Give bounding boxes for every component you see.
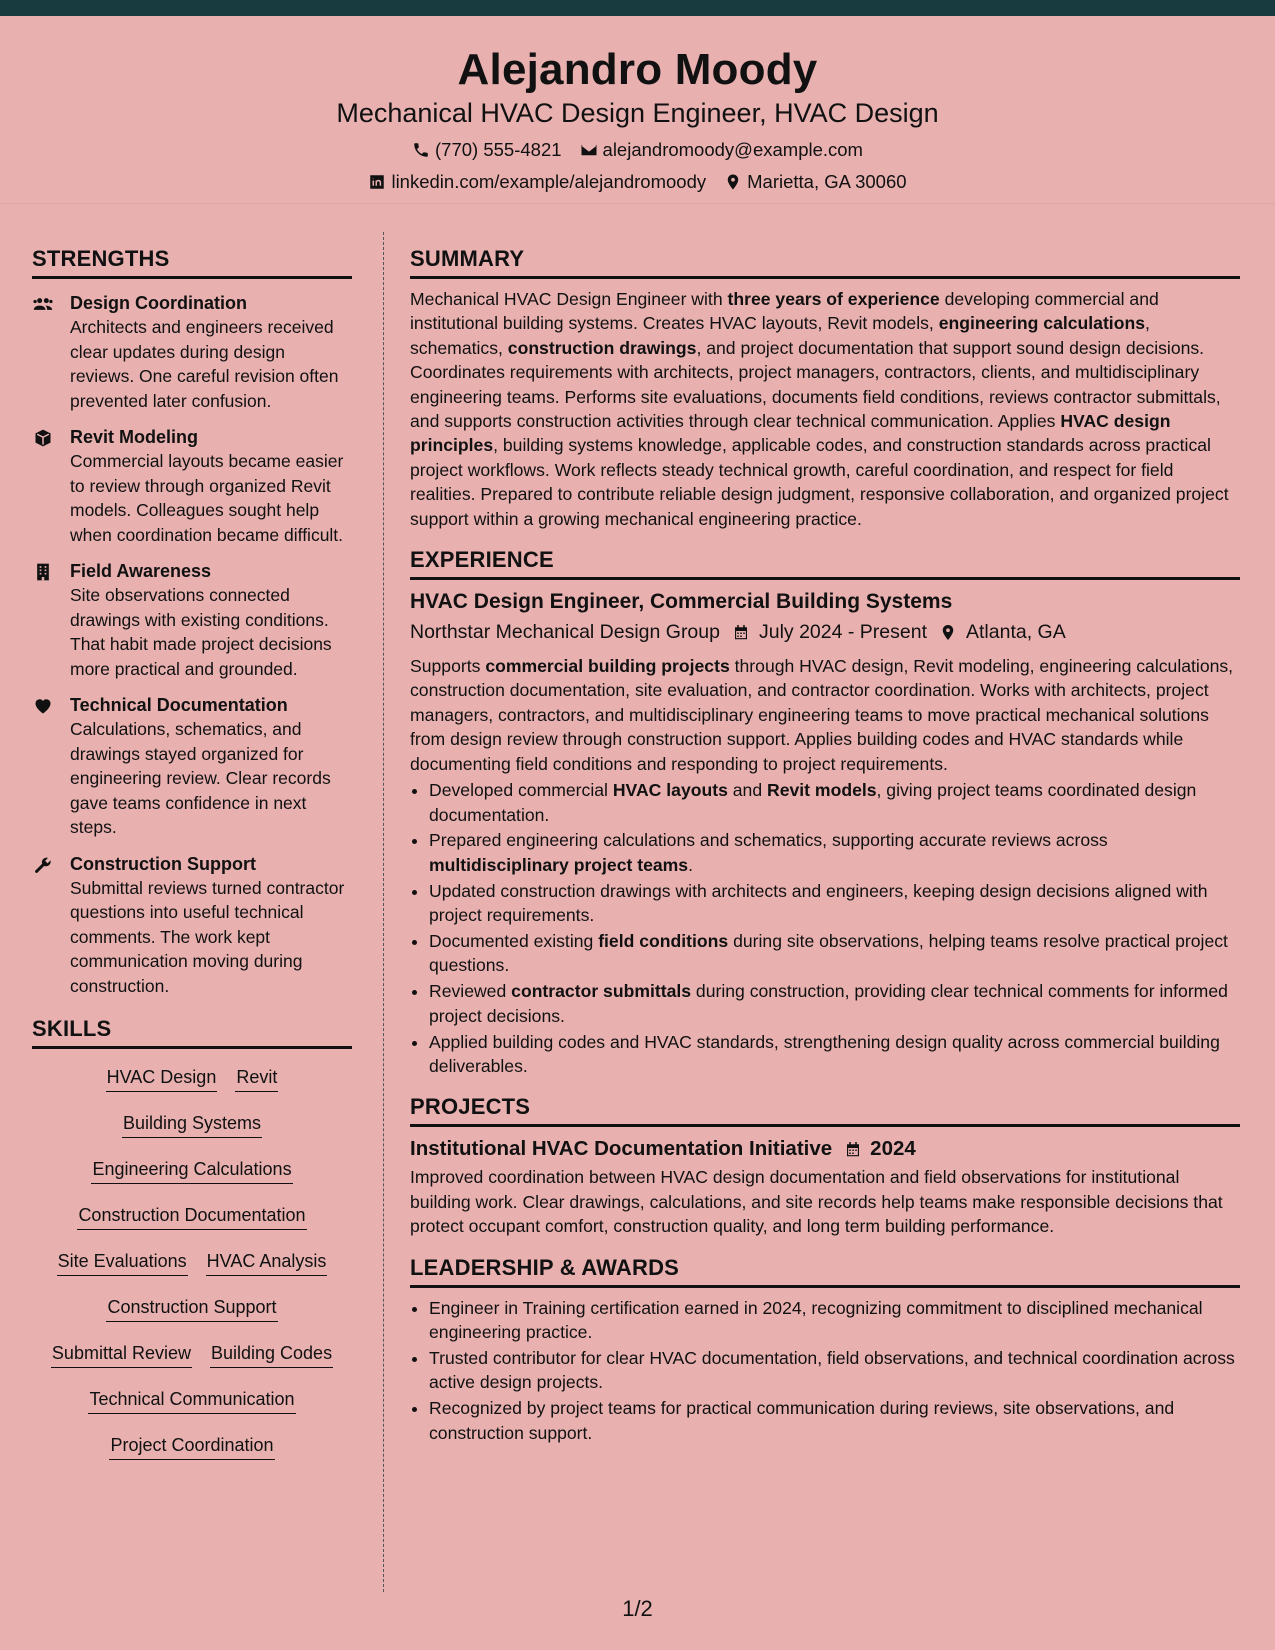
strength-body: [70, 425, 352, 547]
skill-tag: Technical Communication: [88, 1387, 295, 1414]
text-run: Mechanical HVAC Design Engineer with: [410, 289, 728, 309]
strength-text: Architects and engineers received clear updates during design reviews. One careful revision often prevented later confusion.: [70, 317, 339, 411]
experience-bullet: [429, 778, 1240, 827]
experience-bullet: [429, 828, 1240, 877]
skill-row: [32, 1433, 352, 1460]
skill-tag: HVAC Analysis: [206, 1249, 328, 1276]
strength-title: Design Coordination: [70, 293, 247, 313]
strength-text: Site observations connected drawings with existing conditions. That habit made project decisions more practical and grounded.: [70, 585, 332, 679]
skills-heading: SKILLS: [32, 1014, 352, 1049]
leadership-heading: LEADERSHIP & AWARDS: [410, 1253, 1240, 1288]
skill-row: [32, 1249, 352, 1276]
skill-row: [32, 1203, 352, 1230]
strength-body: [70, 852, 352, 999]
text-run: during site observations, helping teams resolve practical project questions.: [429, 931, 1228, 976]
skill-tag: Construction Documentation: [77, 1203, 306, 1230]
skill-tag: Project Coordination: [109, 1433, 274, 1460]
email-text: alejandromoody@example.com: [602, 139, 863, 160]
skill-row: [32, 1065, 352, 1092]
skill-tag: Site Evaluations: [57, 1249, 188, 1276]
strengths-list: [32, 291, 352, 998]
strength-text: Submittal reviews turned contractor questions into useful technical comments. The work kept communication moving during construction.: [70, 877, 345, 996]
text-run: developing commercial and institutional building systems. Creates HVAC layouts, Revit models,: [410, 289, 1159, 334]
contact-row-1: [0, 138, 1275, 162]
strength-item: [32, 693, 352, 840]
text-run: , building systems knowledge, applicable codes, and construction standards across practical project workflows. Work reflects steady technical growth, careful coordination, and respect for field realities. Prepared to contribute reliable design judgment, responsive collaboration, and organized project support within a growing mechanical engineering practice.: [410, 435, 1229, 529]
bold-text: Revit models: [767, 780, 877, 801]
map-pin-icon: [724, 173, 742, 191]
strength-icon-wrap: [32, 852, 70, 999]
text-run: during construction, providing clear technical comments for informed project decisions.: [429, 981, 1228, 1026]
skill-tag: Building Systems: [122, 1111, 262, 1138]
map-pin-icon: [939, 623, 957, 642]
calendar-icon: [844, 1140, 862, 1159]
envelope-icon: [580, 141, 598, 159]
leadership-list: [410, 1296, 1240, 1445]
experience-bullet: [429, 1030, 1240, 1079]
summary-heading: SUMMARY: [410, 244, 1240, 279]
job-meta: [410, 618, 1240, 646]
bold-text: commercial building projects: [485, 656, 730, 677]
experience-bullet: [429, 979, 1240, 1028]
candidate-name: Alejandro Moody: [457, 45, 818, 94]
experience-bullet: [429, 879, 1240, 928]
project-title-row: [410, 1135, 1240, 1163]
leadership-item: • Recognized by project teams for practical communication during reviews, site observations, and construction support.: [429, 1396, 1240, 1445]
cube-icon: [32, 428, 54, 448]
strength-body: [70, 693, 352, 840]
text-run: , and project documentation that support sound design decisions. Coordinates requirements with architects, project managers, contractors, clients, and multidisciplinary engineering teams. Performs site evaluations, documents field conditions, reviews contractor submittals, and supports construction activities through clear technical communication. Applies: [410, 337, 1221, 432]
phone-icon: [412, 141, 430, 159]
strength-text: Calculations, schematics, and drawings stayed organized for engineering review. Clear records gave teams confidence in next steps.: [70, 719, 331, 837]
users-icon: [32, 294, 54, 314]
strengths-heading: STRENGTHS: [32, 244, 352, 279]
bold-text: three years of experience: [727, 289, 940, 309]
bold-text: engineering calculations: [938, 313, 1145, 334]
leadership-item: • Engineer in Training certification earned in 2024, recognizing commitment to disciplined mechanical engineering practice.: [429, 1296, 1240, 1345]
strength-text: Commercial layouts became easier to review through organized Revit models. Colleagues sought help when coordination became difficult.: [70, 451, 344, 545]
job-bullets: [410, 778, 1240, 1078]
building-icon: [32, 562, 54, 582]
experience-heading: EXPERIENCE: [410, 545, 1240, 580]
strength-title: Revit Modeling: [70, 427, 199, 447]
strength-icon-wrap: [32, 291, 70, 413]
strength-title: Field Awareness: [70, 561, 212, 581]
phone-text: (770) 555-4821: [435, 139, 562, 160]
strength-title: Technical Documentation: [70, 695, 288, 715]
text-run: Supports: [410, 656, 486, 677]
bold-text: HVAC layouts: [612, 780, 728, 801]
job-dates: July 2024 - Present: [758, 621, 927, 644]
skill-tag: Revit: [235, 1065, 278, 1092]
strength-title: Construction Support: [70, 853, 256, 874]
summary-text: [410, 287, 1240, 531]
bold-text: HVAC design principles: [410, 411, 1171, 456]
skills-list: [32, 1065, 352, 1460]
bold-text: contractor submittals: [511, 981, 692, 1002]
top-accent-bar: [0, 0, 1275, 16]
bold-text: field conditions: [598, 931, 729, 952]
text-run: Updated construction drawings with architects and engineers, keeping design decisions aligned with project requirements.: [429, 880, 1208, 926]
projects-heading: PROJECTS: [410, 1092, 1240, 1127]
strength-body: [70, 559, 352, 681]
company-name: Northstar Mechanical Design Group: [410, 621, 720, 644]
heart-icon: [32, 696, 54, 716]
bold-text: multidisciplinary project teams: [429, 854, 689, 875]
skill-row: [32, 1157, 352, 1184]
skill-tag: Submittal Review: [51, 1341, 192, 1368]
text-run: Developed commercial: [429, 780, 613, 801]
text-run: Applied building codes and HVAC standards, strengthening design quality across commercial building deliverables.: [429, 1031, 1220, 1077]
text-run: through HVAC design, Revit modeling, engineering calculations, construction documentation, site evaluation, and contractor coordination. Works with architects, project managers, contractors, and multidisciplinary engineering teams to move practical mechanical solutions from design review through construction support. Applies building codes and HVAC standards while documenting field conditions and responding to project requirements.: [410, 656, 1234, 774]
strength-icon-wrap: [32, 559, 70, 681]
phone-contact[interactable]: [412, 138, 562, 162]
project-title: Institutional HVAC Documentation Initiative: [410, 1137, 833, 1161]
project-year: 2024: [870, 1137, 916, 1161]
experience-bullet: [429, 929, 1240, 978]
resume-header: [0, 16, 1275, 204]
skill-tag: Building Codes: [210, 1341, 333, 1368]
skill-tag: Engineering Calculations: [91, 1157, 292, 1184]
strength-icon-wrap: [32, 425, 70, 547]
bold-text: construction drawings: [507, 337, 697, 358]
skill-tag: Construction Support: [106, 1295, 277, 1322]
text-run: Prepared engineering calculations and schematics, supporting accurate reviews across: [429, 830, 1108, 851]
skill-row: [32, 1111, 352, 1138]
job-description: [410, 654, 1240, 776]
strength-item: [32, 559, 352, 681]
strength-item: [32, 291, 352, 413]
page-number: 1/2: [622, 1596, 653, 1621]
candidate-title: Mechanical HVAC Design Engineer, HVAC Design: [336, 98, 939, 128]
contact-row-2: [0, 170, 1275, 194]
calendar-icon: [732, 623, 750, 642]
text-run: , schematics,: [410, 313, 1150, 358]
linkedin-contact[interactable]: [368, 170, 706, 194]
location-text: Marietta, GA 30060: [747, 171, 907, 192]
job-location: Atlanta, GA: [966, 621, 1066, 644]
skill-row: [32, 1387, 352, 1414]
skill-row: [32, 1341, 352, 1368]
leadership-item: • Trusted contributor for clear HVAC documentation, field observations, and technical coordination across active design projects.: [429, 1346, 1240, 1395]
text-run: Documented existing: [429, 931, 599, 952]
job-title: HVAC Design Engineer, Commercial Building Systems: [410, 590, 953, 614]
skill-row: [32, 1295, 352, 1322]
location-contact: [724, 170, 906, 194]
project-text: Improved coordination between HVAC design documentation and field observations for institutional building work. Clear drawings, calculations, and site records help teams make responsible decisions that protect occupant comfort, construction quality, and long term building performance.: [410, 1167, 1223, 1237]
text-run: and: [727, 780, 768, 801]
text-run: , giving project teams coordinated design documentation.: [429, 780, 1197, 825]
right-column: [410, 244, 1240, 1447]
column-divider: [383, 232, 384, 1592]
email-contact[interactable]: [580, 138, 863, 162]
strength-body: [70, 291, 352, 413]
wrench-icon: [32, 855, 54, 875]
text-run: .: [688, 854, 693, 875]
skill-tag: HVAC Design: [106, 1065, 218, 1092]
strength-item: [32, 852, 352, 999]
text-run: Reviewed: [429, 981, 512, 1002]
linkedin-text: linkedin.com/example/alejandromoody: [391, 171, 707, 192]
linkedin-icon: [368, 173, 386, 191]
left-column: [32, 244, 352, 1479]
strength-item: [32, 425, 352, 547]
strength-icon-wrap: [32, 693, 70, 840]
